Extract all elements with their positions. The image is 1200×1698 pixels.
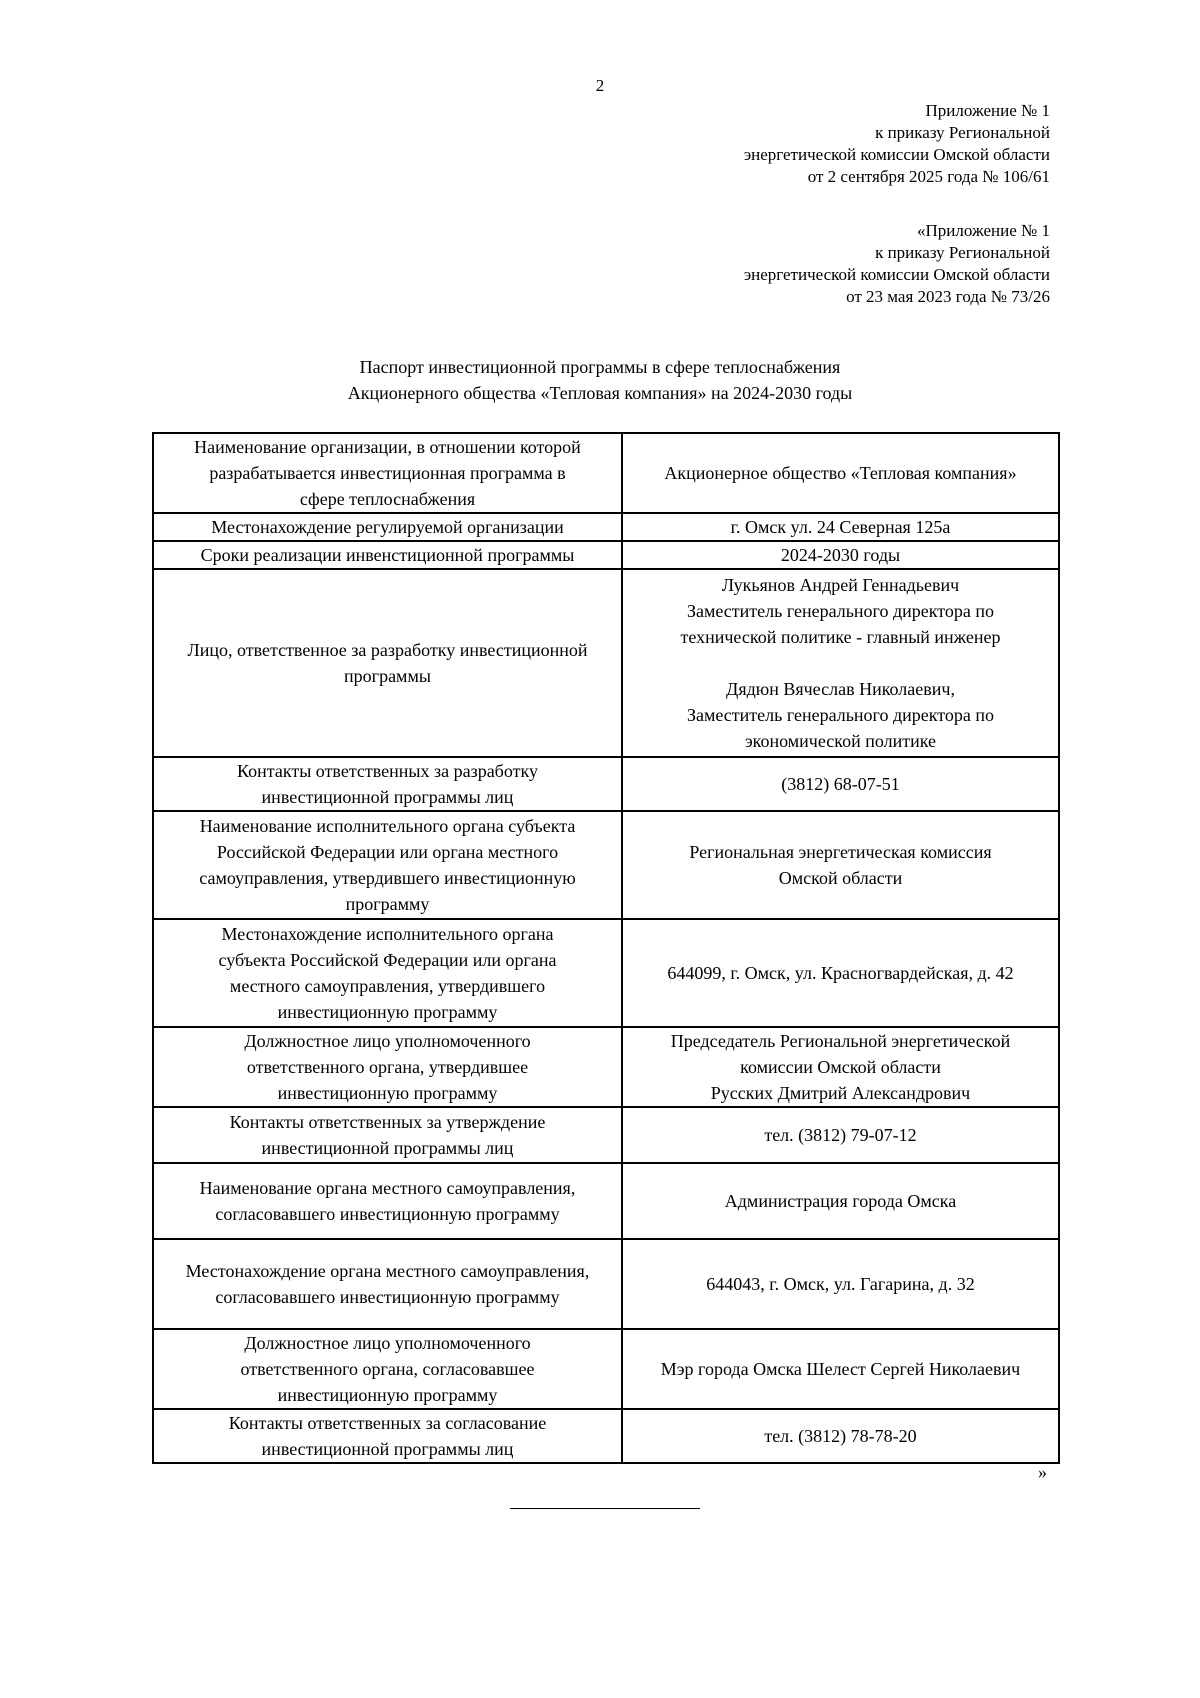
row-label-line: Контакты ответственных за утверждение	[229, 1112, 546, 1132]
appendix-current-line: от 2 сентября 2025 года № 106/61	[807, 167, 1050, 186]
row-label	[153, 541, 622, 569]
title-line: Акционерного общества «Тепловая компания» на 2024-2030 годы	[347, 383, 853, 403]
row-value-line: экономической политике	[744, 731, 937, 751]
row-label-line: инвестиционной программы лиц	[261, 787, 514, 807]
row-value	[622, 1163, 1059, 1239]
row-label-line: Должностное лицо уполномоченного	[244, 1031, 531, 1051]
end-divider	[510, 1508, 700, 1509]
row-value-line: Мэр города Омска Шелест Сергей Николаевич	[660, 1359, 1021, 1379]
table-row	[153, 569, 1059, 757]
appendix-original-line: к приказу Региональной	[875, 243, 1050, 262]
row-label-line: Местонахождение органа местного самоуправления,	[185, 1261, 590, 1281]
row-value-line: 644099, г. Омск, ул. Красногвардейская, д. 42	[667, 963, 1014, 983]
row-value	[622, 1239, 1059, 1329]
row-label-line: Наименование организации, в отношении которой	[194, 437, 581, 457]
row-label	[153, 919, 622, 1027]
row-label-line: Местонахождение регулируемой организации	[211, 517, 564, 537]
row-value-line: комиссии Омской области	[740, 1057, 941, 1077]
row-label-line: инвестиционную программу	[277, 1002, 498, 1022]
row-label-line: ответственного органа, согласовавшее	[240, 1359, 535, 1379]
row-value	[622, 1409, 1059, 1463]
row-label	[153, 811, 622, 919]
row-value-line: Омской области	[778, 868, 903, 888]
appendix-current-line: энергетической комиссии Омской области	[743, 145, 1050, 164]
appendix-current-line: к приказу Региональной	[875, 123, 1050, 142]
row-label-line: сфере теплоснабжения	[299, 489, 476, 509]
row-label-line: самоуправления, утвердившего инвестиционную	[199, 868, 576, 888]
table-row	[153, 1409, 1059, 1463]
row-value	[622, 1027, 1059, 1107]
row-label-line: инвестиционной программы лиц	[261, 1138, 514, 1158]
appendix-original-line: от 23 мая 2023 года № 73/26	[846, 287, 1050, 306]
row-label	[153, 1239, 622, 1329]
table-row	[153, 757, 1059, 811]
row-label-line: Должностное лицо уполномоченного	[244, 1333, 531, 1353]
row-label-line: инвестиционную программу	[277, 1083, 498, 1103]
row-value	[622, 1329, 1059, 1409]
row-label-line: ответственного органа, утвердившее	[246, 1057, 529, 1077]
row-label-line: Сроки реализации инвенстиционной программы	[200, 545, 575, 565]
row-label	[153, 1163, 622, 1239]
table-row	[153, 1107, 1059, 1163]
appendix-original-line: энергетической комиссии Омской области	[743, 265, 1050, 284]
row-label	[153, 1329, 622, 1409]
row-value-line: Администрация города Омска	[724, 1191, 957, 1211]
row-value	[622, 569, 1059, 757]
appendix-current-line: Приложение № 1	[925, 101, 1050, 120]
table-row	[153, 1163, 1059, 1239]
row-value-line: Заместитель генерального директора по	[686, 705, 995, 725]
row-label-line: разрабатывается инвестиционная программа в	[209, 463, 566, 483]
row-value-line: Региональная энергетическая комиссия	[689, 842, 992, 862]
row-value-line: тел. (3812) 79-07-12	[764, 1125, 917, 1145]
row-label	[153, 1409, 622, 1463]
row-value-line: технической политике - главный инженер	[680, 627, 1001, 647]
row-value-line: Лукьянов Андрей Геннадьевич	[721, 575, 960, 595]
table-row	[153, 1239, 1059, 1329]
table-row	[153, 1329, 1059, 1409]
row-label-line: Контакты ответственных за согласование	[228, 1413, 547, 1433]
row-label	[153, 1027, 622, 1107]
row-value-line: 2024-2030 годы	[780, 545, 901, 565]
title-line: Паспорт инвестиционной программы в сфере теплоснабжения	[359, 357, 841, 377]
row-label-line: согласовавшего инвестиционную программу	[215, 1287, 560, 1307]
row-label-line: согласовавшего инвестиционную программу	[215, 1204, 560, 1224]
appendix-original-line: «Приложение № 1	[917, 221, 1050, 240]
row-value-line: Русских Дмитрий Александрович	[710, 1083, 971, 1103]
row-label	[153, 757, 622, 811]
row-label-line: инвестиционной программы лиц	[261, 1439, 514, 1459]
row-label	[153, 433, 622, 513]
row-label	[153, 1107, 622, 1163]
row-label-line: Лицо, ответственное за разработку инвестиционной	[187, 640, 588, 660]
row-label-line: Местонахождение исполнительного органа	[221, 924, 554, 944]
row-value	[622, 919, 1059, 1027]
document-title	[0, 354, 1200, 406]
row-label-line: Контакты ответственных за разработку	[237, 761, 538, 781]
row-value	[622, 513, 1059, 541]
table-row	[153, 541, 1059, 569]
page-number: 2	[595, 76, 605, 95]
row-value-line: 644043, г. Омск, ул. Гагарина, д. 32	[706, 1274, 975, 1294]
row-value-line: тел. (3812) 78-78-20	[764, 1426, 917, 1446]
row-label	[153, 513, 622, 541]
row-value-line: Заместитель генерального директора по	[686, 601, 995, 621]
closing-quote: »	[1038, 1462, 1047, 1482]
row-value-line: Акционерное общество «Тепловая компания»	[664, 463, 1017, 483]
table-row	[153, 513, 1059, 541]
row-label-line: Наименование органа местного самоуправления,	[199, 1178, 576, 1198]
row-value	[622, 433, 1059, 513]
row-label-line: местного самоуправления, утвердившего	[229, 976, 546, 996]
row-value	[622, 757, 1059, 811]
row-value-line	[627, 650, 1054, 676]
row-label-line: Российской Федерации или органа местного	[216, 842, 559, 862]
row-label-line: инвестиционную программу	[277, 1385, 498, 1405]
row-label-line: Наименование исполнительного органа субъекта	[199, 816, 576, 836]
appendix-original	[744, 220, 1050, 308]
row-label-line: субъекта Российской Федерации или органа	[218, 950, 557, 970]
table-row	[153, 811, 1059, 919]
row-value	[622, 811, 1059, 919]
row-value-line: Председатель Региональной энергетической	[670, 1031, 1011, 1051]
row-label-line: программу	[345, 894, 430, 914]
row-value-line: г. Омск ул. 24 Северная 125а	[730, 517, 951, 537]
table-row	[153, 919, 1059, 1027]
row-value-line: Дядюн Вячеслав Николаевич,	[726, 679, 955, 699]
row-value	[622, 541, 1059, 569]
row-label	[153, 569, 622, 757]
passport-table	[152, 432, 1060, 1464]
table-row	[153, 433, 1059, 513]
appendix-current	[744, 100, 1050, 188]
row-value	[622, 1107, 1059, 1163]
row-label-line: программы	[344, 666, 431, 686]
table-row	[153, 1027, 1059, 1107]
row-value-line: (3812) 68-07-51	[781, 774, 900, 794]
